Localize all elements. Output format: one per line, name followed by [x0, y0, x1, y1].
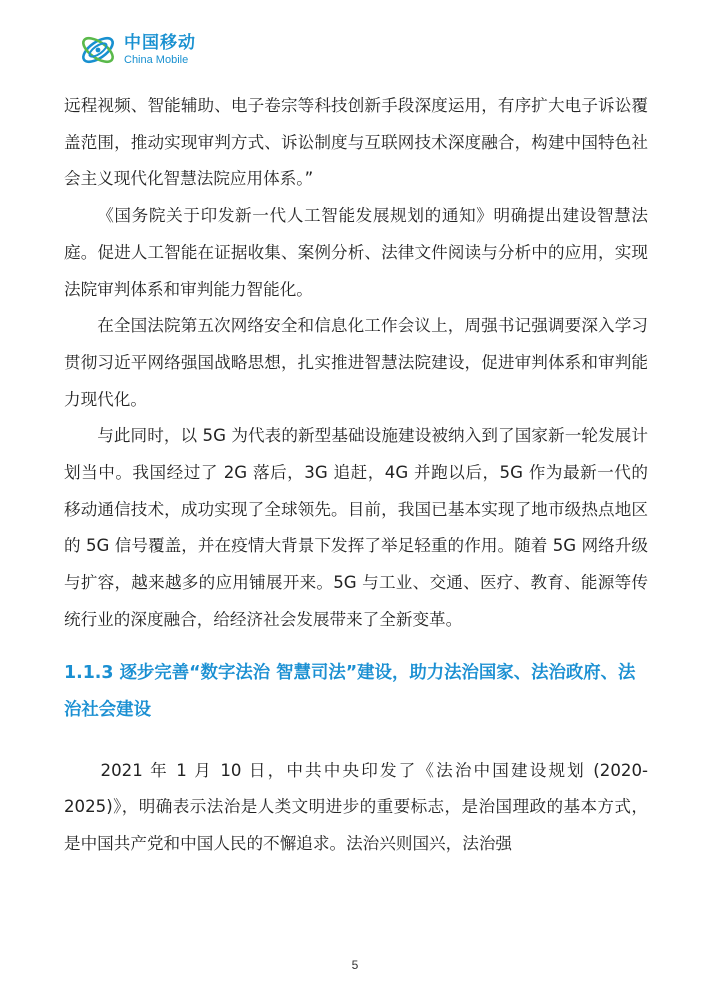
body-paragraph: 2021 年 1 月 10 日，中共中央印发了《法治中国建设规划 (2020-2025)》，明确表示法治是人类文明进步的重要标志，是治国理政的基本方式，是中国共产党和中国人民的不懈追求。法治兴则国兴，法治强	[64, 760, 648, 853]
china-mobile-logo-icon	[78, 30, 118, 70]
brand-name-en: China Mobile	[124, 53, 189, 66]
document-body	[64, 88, 648, 863]
page-header	[78, 30, 196, 70]
section-heading: 1.1.3 逐步完善“数字法治 智慧司法”建设，助力法治国家、法治政府、法治社会建设	[64, 662, 636, 720]
page-number: 5	[351, 958, 359, 972]
spacer	[64, 735, 648, 753]
body-paragraph: 《国务院关于印发新一代人工智能发展规划的通知》明确提出建设智慧法庭。促进人工智能在证据收集、案例分析、法律文件阅读与分析中的应用，实现法院审判体系和审判能力智能化。	[64, 206, 648, 299]
body-paragraph: 远程视频、智能辅助、电子卷宗等科技创新手段深度运用，有序扩大电子诉讼覆盖范围，推动实现审判方式、诉讼制度与互联网技术深度融合，构建中国特色社会主义现代化智慧法院应用体系。”	[64, 96, 648, 189]
brand-logo-text	[124, 32, 196, 66]
body-paragraph: 与此同时，以 5G 为代表的新型基础设施建设被纳入到了国家新一轮发展计划当中。我国经过了 2G 落后，3G 追赶，4G 并跑以后，5G 作为最新一代的移动通信技术，成功实现了全球领先。目前，我国已基本实现了地市级热点地区的 5G 信号覆盖，并在疫情大背景下发挥了举足轻重的作用。随着 5G 网络升级与扩容，越来越多的应用铺展开来。5G 与工业、交通、医疗、教育、能源等传统行业的深度融合，给经济社会发展带来了全新变革。	[64, 426, 648, 629]
body-paragraph: 在全国法院第五次网络安全和信息化工作会议上，周强书记强调要深入学习贯彻习近平网络强国战略思想，扎实推进智慧法院建设，促进审判体系和审判能力现代化。	[64, 316, 648, 409]
brand-name-cn: 中国移动	[124, 32, 196, 53]
